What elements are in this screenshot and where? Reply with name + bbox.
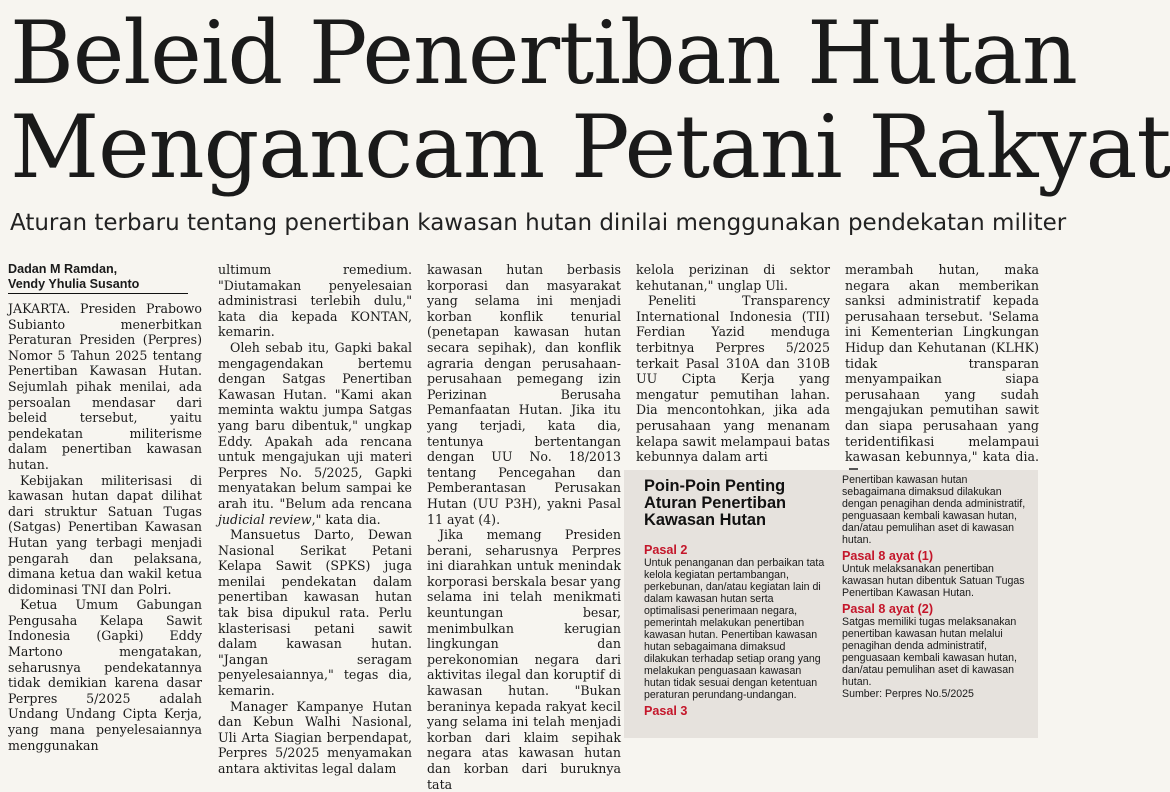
source-note: Sumber: Perpres No.5/2025 (842, 688, 974, 700)
headline-line-1: Beleid Penertiban Hutan (10, 2, 1077, 104)
pasal-8-ayat-2-text: Satgas memiliki tugas melaksanakan penertiban kawasan hutan melalui penagihan denda administratif, penguasaan kembali kawasan hutan, dan/atau pemulihan aset di kawasan hutan. (842, 616, 1017, 688)
subheadline: Aturan terbaru tentang penertiban kawasan hutan dinilai menggunakan pendekatan militer (10, 210, 1067, 236)
article-paragraph: ultimum remedium. "Diutamakan penyelesaian administrasi terlebih dulu," kata dia kepada KONTAN, kemarin. (218, 262, 412, 340)
pasal-3-text: Penertiban kawasan hutan sebagaimana dimaksud dilakukan dengan penagihan denda administratif, penguasaan kembali kawasan hutan, dan/atau pemulihan aset di kawasan hutan. (842, 474, 1026, 546)
pasal-8-ayat-1-heading: Pasal 8 ayat (1) (842, 549, 934, 563)
article-text: merambah hutan, maka negara akan memberikan sanksi administratif kepada perusahaan tersebut. 'Selama ini Kementerian Lingkungan Hidup dan Kehutanan (KLHK) tidak transparan menyampaikan siapa perusahaan yang sudah mengajukan pemutihan sawit dan siapa perusahaan yang teridentifikasi melampaui kawasan kebunnya," kata dia. (845, 262, 1039, 465)
pasal-3-heading: Pasal 3 (644, 704, 688, 718)
headline-line-2: Mengancam Petani Rakyat (10, 96, 1170, 198)
key-points-column-right (842, 474, 1032, 700)
pasal-8-ayat-1-text: Untuk melaksanakan penertiban kawasan hutan dibentuk Satuan Tugas Penertiban Kawasan Hutan. (842, 563, 1025, 599)
article-column-4 (636, 262, 830, 467)
pasal-2-text: Untuk penanganan dan perbaikan tata kelola kegiatan pertambangan, perkebunan, dan/atau kegiatan lain di dalam kawasan hutan serta optimalisasi penerimaan negara, pemerintah melakukan penertiban kawasan hutan. Penertiban kawasan hutan sebagaimana dimaksud dilakukan terhadap setiap orang yang melakukan penguasaan kawasan hutan tidak sesuai dengan ketentuan peraturan perundang-undangan. (644, 557, 825, 701)
pasal-2-heading: Pasal 2 (644, 543, 688, 557)
article-paragraph: Kebijakan militerisasi di kawasan hutan dapat dilihat dari struktur Satuan Tugas (Satgas) Penertiban Kawasan Hutan yang terbagi menjadi pengarah dan pelaksana, dimana ketua dan wakil ketua didominasi TNI dan Polri. (8, 472, 202, 597)
article-paragraph: kelola perizinan di sektor kehutanan," unglap Uli. (636, 262, 830, 293)
key-points-column-left (644, 540, 830, 718)
key-points-box (624, 470, 1038, 738)
article-column-1 (8, 262, 202, 753)
article-column-3 (427, 262, 621, 792)
article-paragraph: JAKARTA. Presiden Prabowo Subianto menerbitkan Peraturan Presiden (Perpres) Nomor 5 Tahun 2025 tentang Penertiban Kawasan Hutan. Sejumlah pihak menilai, ada persoalan mendasar dari beleid tersebut, yaitu pendekatan militerisme dalam penertiban kawasan hutan. (8, 301, 202, 472)
article-paragraph (218, 340, 412, 527)
article-paragraph: Ketua Umum Gabungan Pengusaha Kelapa Sawit Indonesia (Gapki) Eddy Martono mengatakan, seharusnya pendekatannya tidak demikian karena dasar Perpres 5/2025 adalah Undang Undang Cipta Kerja, yang mana penyelesaiannya menggunakan (8, 597, 202, 753)
headline (10, 2, 1170, 198)
article-paragraph: Jika memang Presiden berani, seharusnya Perpres ini diarahkan untuk menindak korporasi berskala besar yang selama ini telah menikmati keuntungan besar, menimbulkan kerugian lingkungan dan perekonomian negara dari aktivitas ilegal dan koruptif di kawasan hutan. "Bukan beraninya kepada rakyat kecil yang selama ini telah menjadi korban dari klaim sepihak negara atas kawasan hutan dan korban dari buruknya tata (427, 527, 621, 792)
article-text: ," kata dia. (311, 511, 381, 527)
article-paragraph: Mansuetus Darto, Dewan Nasional Serikat Petani Kelapa Sawit (SPKS) juga menilai pendekatan dalam penertiban kawasan hutan tak bisa dipukul rata. Perlu klasterisasi petani sawit dalam kawasan hutan. "Jangan seragam penyelesaiannya," tegas dia, kemarin. (218, 527, 412, 699)
article-paragraph: Manager Kampanye Hutan dan Kebun Walhi Nasional, Uli Arta Siagian berpendapat, Perpres 5/2025 menyamakan antara aktivitas legal dalam (218, 698, 412, 776)
byline-author-1: Dadan M Ramdan, (8, 262, 118, 276)
article-paragraph: Peneliti Transparency International Indonesia (TII) Ferdian Yazid menduga terbitnya Perpres 5/2025 terkait Pasal 310A dan 310B UU Cipta Kerja yang mengatur pemutihan lahan. Dia mencontohkan, jika ada perusahaan yang menanam kelapa sawit melampaui batas kebunnya dalam arti (636, 293, 830, 465)
pasal-8-ayat-2-heading: Pasal 8 ayat (2) (842, 602, 934, 616)
byline (8, 262, 188, 294)
article-italic-term: judicial review (218, 511, 312, 527)
article-column-2 (218, 262, 412, 776)
byline-author-2: Vendy Yhulia Susanto (8, 277, 140, 291)
article-text: Oleh sebab itu, Gapki bakal mengagendakan bertemu dengan Satgas Penertiban Kawasan Hutan. "Kami akan meminta waktu jumpa Satgas yang baru dibentuk," ungkap Eddy. Apakah ada rencana untuk mengajukan uji materi Perpres No. 5/2025, Gapki menyatakan belum sampai ke arah itu. "Belum ada rencana (218, 339, 412, 511)
article-paragraph: kawasan hutan berbasis korporasi dan masyarakat yang selama ini menjadi korban konflik tenurial (penetapan kawasan hutan secara sepihak), dan konflik agraria dengan perusahaan-perusahaan pemegang izin Perizinan Berusaha Pemanfaatan Hutan. Jika itu yang terjadi, kata dia, tentunya bertentangan dengan UU No. 18/2013 tentang Pencegahan dan Pemberantasan Perusakan Hutan (UU P3H), yakni Pasal 11 ayat (4). (427, 262, 621, 527)
key-points-title: Poin-Poin Penting Aturan Penertiban Kawasan Hutan (644, 477, 787, 529)
article-paragraph (845, 262, 1039, 480)
article-column-5 (845, 262, 1039, 467)
